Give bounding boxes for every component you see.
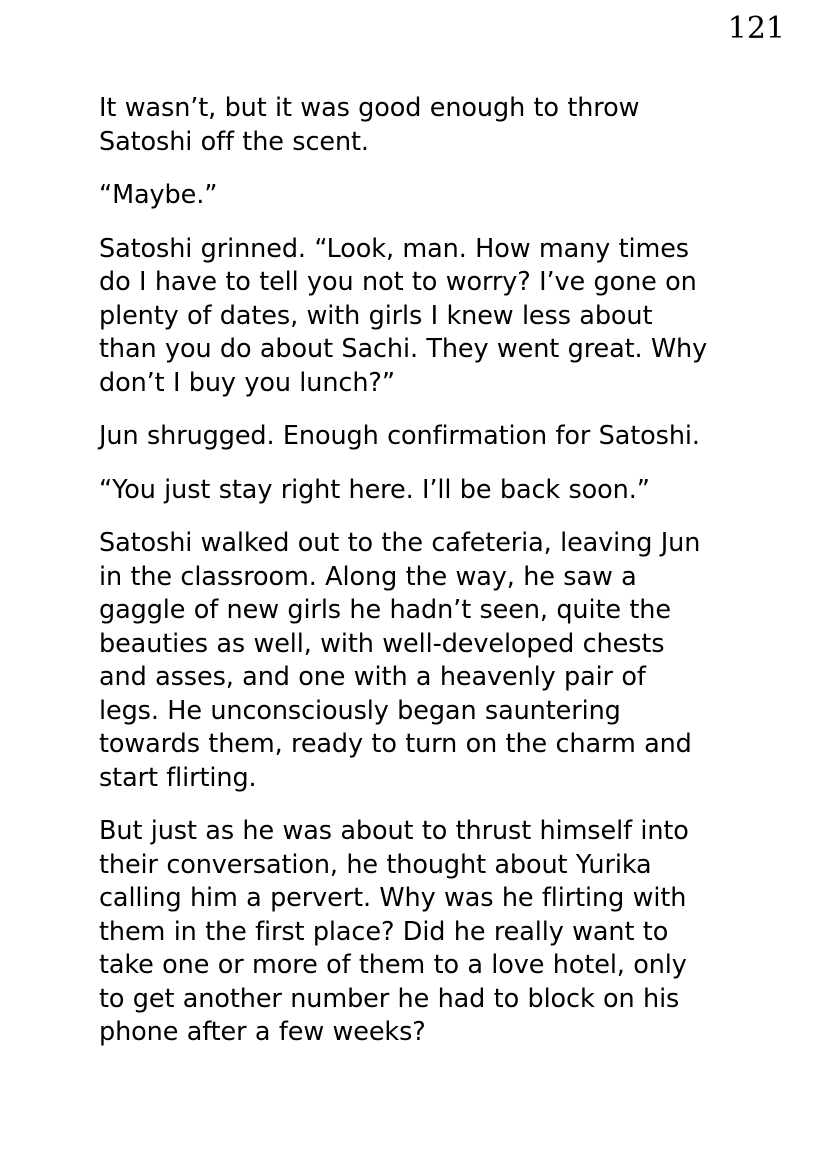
- paragraph: But just as he was about to thrust himself into their conversation, he thought about Yurika calling him a pervert. Why was he flirting with them in the first place? Did he really want to take one or more of them to a love hotel, only to get another number he had to block on his phone after a few weeks?: [99, 816, 689, 1047]
- paragraph: “You just stay right here. I’ll be back soon.”: [99, 474, 650, 505]
- paragraph: Satoshi walked out to the cafeteria, leaving Jun in the classroom. Along the way, he saw a gaggle of new girls he hadn’t seen, quite the beauties as well, with well-developed chests and asses, and one with a heavenly pair of legs. He unconsciously began sauntering towards them, ready to turn on the charm and start flirting.: [99, 528, 701, 793]
- paragraph: Jun shrugged. Enough confirmation for Satoshi.: [99, 421, 700, 451]
- paragraph: Satoshi grinned. “Look, man. How many times do I have to tell you not to worry? I’ve gone on plenty of dates, with girls I knew less about than you do about Sachi. They went great. Why don’t I buy you lunch?”: [99, 233, 708, 398]
- paragraph: “Maybe.”: [99, 180, 218, 210]
- paragraph: It wasn’t, but it was good enough to throw Satoshi off the scent.: [99, 93, 640, 157]
- page-body: [99, 92, 714, 1050]
- page-number: 121: [727, 11, 785, 46]
